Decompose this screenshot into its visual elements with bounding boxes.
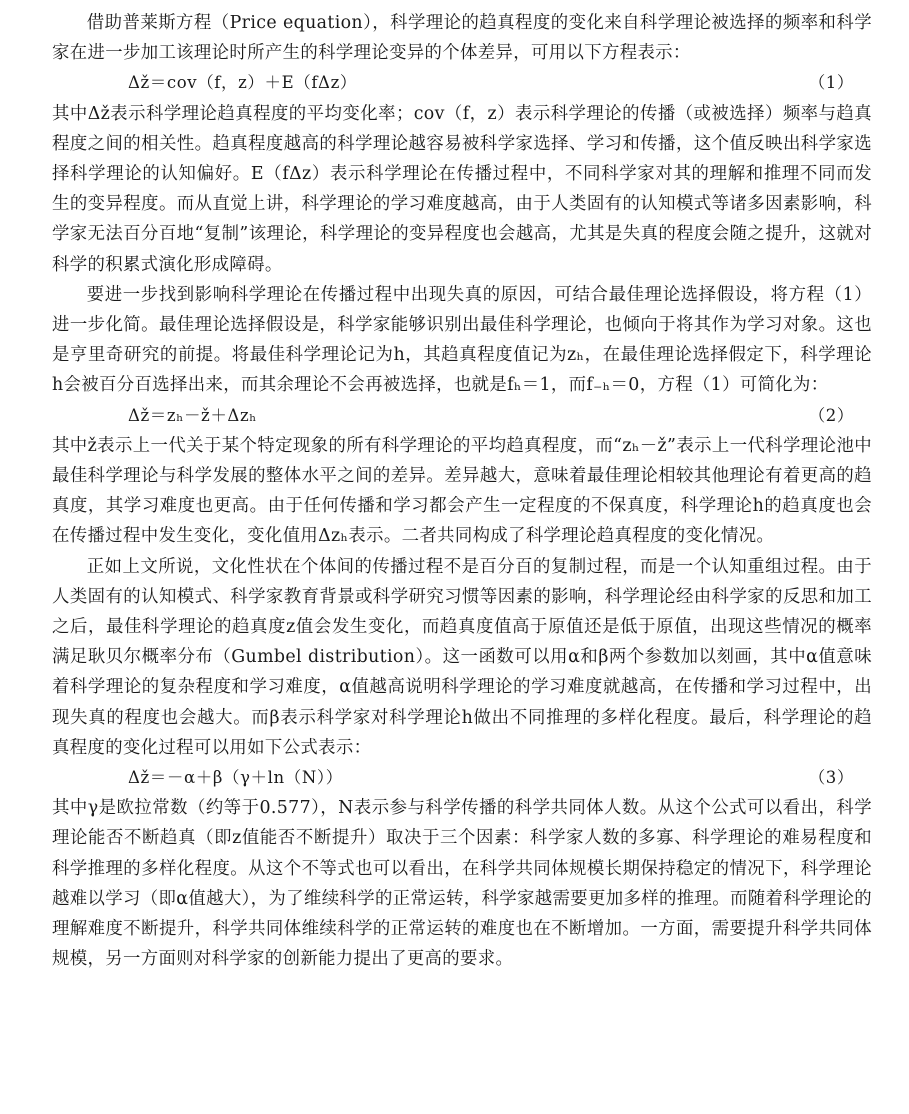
equation-1-formula: Δž＝cov（f，z）＋E（fΔz） <box>128 73 357 93</box>
equation-3-number: （3） <box>808 768 854 788</box>
paragraph-equation-1-explanation: 其中Δž表示科学理论趋真程度的平均变化率；cov（f，z）表示科学理论的传播（或被选择）频率与趋真程度之间的相关性。趋真程度越高的科学理论越容易被科学家选择、学习和传播，这个值反映出科学家选择科学理论的认知偏好。E（fΔz）表示科学理论在传播过程中，不同科学家对其的理解和推理不同而发生的变异程度。而从直觉上讲，科学理论的学习难度越高，由于人类固有的认知模式等诸多因素影响，科学家无法百分百地“复制”该理论，科学理论的变异程度也会越高，尤其是失真的程度会随之提升，这就对科学的积累式演化形成障碍。 <box>52 103 872 275</box>
equation-2 <box>52 401 872 431</box>
paragraph-equation-3-explanation: 其中γ是欧拉常数（约等于0.577），N表示参与科学传播的科学共同体人数。从这个公式可以看出，科学理论能否不断趋真（即z值能否不断提升）取决于三个因素：科学家人数的多寡、科学理论的难易程度和科学推理的多样化程度。从这个不等式也可以看出，在科学共同体规模长期保持稳定的情况下，科学理论越难以学习（即α值越大），为了维续科学的正常运转，科学家越需要更加多样的推理。而随着科学理论的理解难度不断提升，科学共同体维续科学的正常运转的难度也在不断增加。一方面，需要提升科学共同体规模，另一方面则对科学家的创新能力提出了更高的要求。 <box>52 798 872 970</box>
equation-1 <box>52 68 872 98</box>
equation-3 <box>52 763 872 793</box>
paragraph-equation-2-explanation: 其中ž表示上一代关于某个特定现象的所有科学理论的平均趋真程度，而“zₕ－ž”表示上一代科学理论池中最佳科学理论与科学发展的整体水平之间的差异。差异越大，意味着最佳理论相较其他理论有着更高的趋真度，其学习难度也更高。由于任何传播和学习都会产生一定程度的不保真度，科学理论h的趋真度也会在传播过程中发生变化，变化值用Δzₕ表示。二者共同构成了科学理论趋真程度的变化情况。 <box>52 435 872 547</box>
paragraph-price-equation-intro: 借助普莱斯方程（Price equation），科学理论的趋真程度的变化来自科学理论被选择的频率和科学家在进一步加工该理论时所产生的科学理论变异的个体差异，可用以下方程表示： <box>52 13 872 64</box>
equation-3-formula: Δž＝－α＋β（γ＋ln（N）） <box>128 768 343 788</box>
paragraph-gumbel-distribution: 正如上文所说，文化性状在个体间的传播过程不是百分百的复制过程，而是一个认知重组过程。由于人类固有的认知模式、科学家教育背景或科学研究习惯等因素的影响，科学理论经由科学家的反思和加工之后，最佳科学理论的趋真度z值会发生变化，而趋真度值高于原值还是低于原值，出现这些情况的概率满足耿贝尔概率分布（Gumbel distribution）。这一函数可以用α和β两个参数加以刻画，其中α值意味着科学理论的复杂程度和学习难度，α值越高说明科学理论的学习难度就越高，在传播和学习过程中，出现失真的程度也会越大。而β表示科学家对科学理论h做出不同推理的多样化程度。最后，科学理论的趋真程度的变化过程可以用如下公式表示： <box>52 556 872 758</box>
equation-1-number: （1） <box>808 73 854 93</box>
document-page <box>52 8 872 975</box>
equation-2-number: （2） <box>808 405 854 425</box>
equation-2-formula: Δž＝zₕ－ž＋Δzₕ <box>128 405 257 425</box>
paragraph-best-theory-assumption: 要进一步找到影响科学理论在传播过程中出现失真的原因，可结合最佳理论选择假设，将方程（1）进一步化简。最佳理论选择假设是，科学家能够识别出最佳科学理论，也倾向于将其作为学习对象。这也是亨里奇研究的前提。将最佳科学理论记为h，其趋真程度值记为zₕ，在最佳理论选择假定下，科学理论h会被百分百选择出来，而其余理论不会再被选择，也就是fₕ＝1，而f₋ₕ＝0，方程（1）可简化为： <box>52 284 872 396</box>
